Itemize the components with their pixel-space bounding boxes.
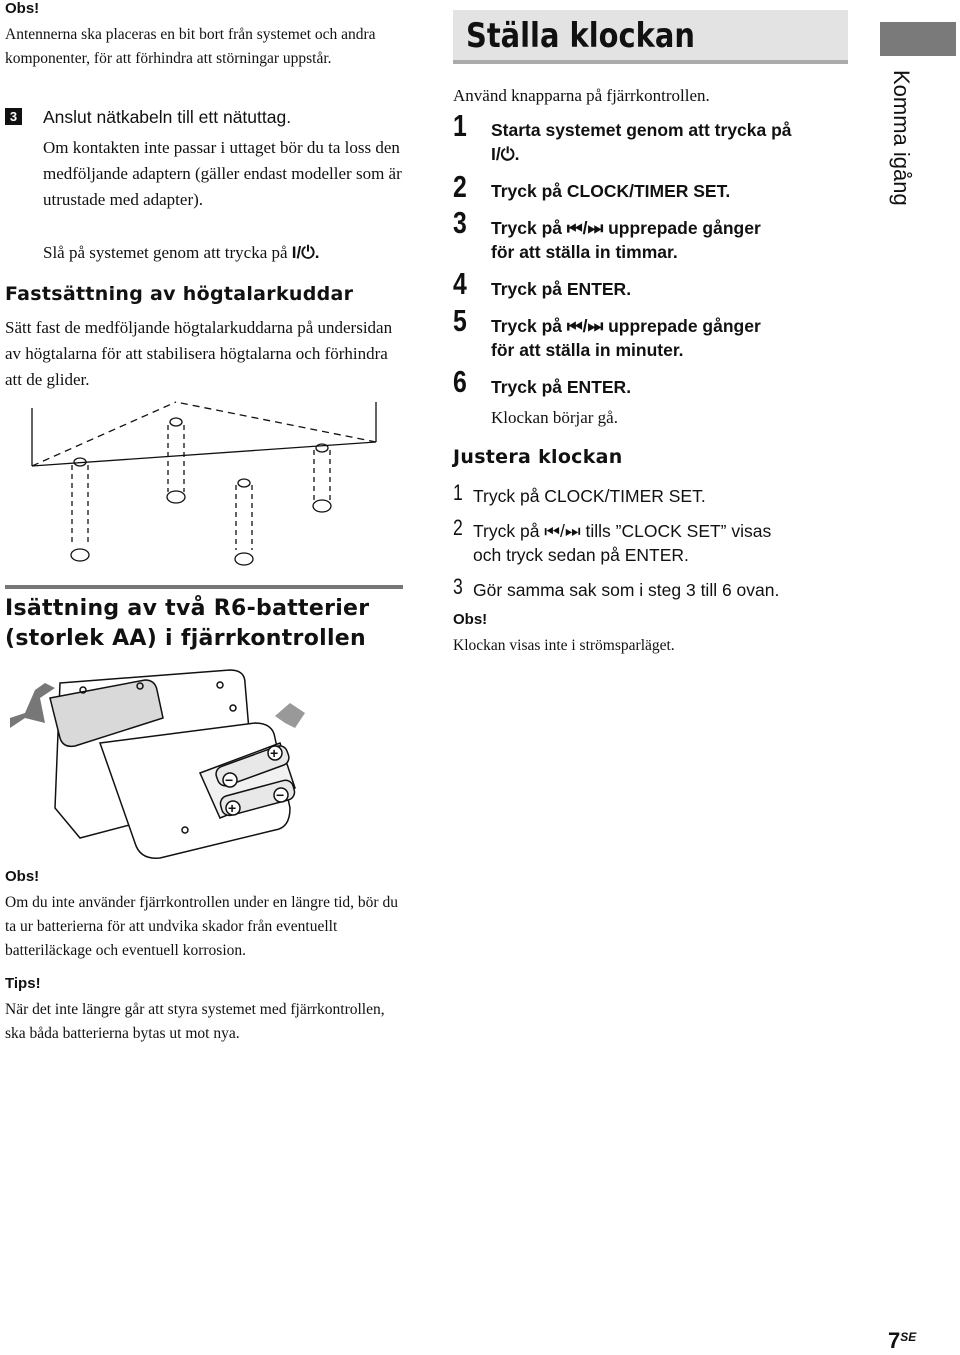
svg-text:−: −	[276, 787, 285, 803]
page-number: $7^{SE}$	[888, 1328, 917, 1353]
step-text: Tryck på CLOCK/TIMER SET.	[491, 181, 731, 201]
note-label: Obs!	[453, 611, 488, 628]
section-title-box	[453, 10, 848, 64]
step-number: 2	[453, 169, 467, 204]
remote-battery-illustration	[5, 668, 405, 863]
side-tab-label: Komma igång	[889, 70, 914, 206]
note-text: Om du inte använder fjärrkontrollen under en längre tid, bör du ta ur batterierna för att undvika skador från eventuellt batteriläckage och eventuell korrosion.	[5, 894, 398, 959]
feet-heading: Fastsättning av högtalarkuddar	[5, 283, 354, 305]
sub-step-number: 3	[453, 574, 463, 599]
step-number: 6	[453, 364, 467, 399]
page-title: Ställa klockan	[466, 16, 695, 56]
tips-text: När det inte längre går att styra systemet med fjärrkontrollen, ska båda batterierna bytas ut mot nya.	[5, 1001, 385, 1042]
note-label: Obs!	[5, 0, 40, 17]
intro-text: Använd knapparna på fjärrkontrollen.	[453, 86, 710, 105]
adjust-heading: Justera klockan	[453, 446, 623, 468]
side-tab-marker	[880, 22, 956, 56]
step-3-badge: 3	[5, 108, 22, 126]
step-number: 4	[453, 266, 467, 301]
svg-text:+: +	[228, 800, 237, 816]
sub-step-text: Gör samma sak som i steg 3 till 6 ovan.	[473, 580, 780, 600]
step-text: Tryck på ⏮/⏭ upprepade gånger för att ställa in timmar.	[491, 218, 761, 262]
tips-label: Tips!	[5, 975, 41, 992]
step-number: 3	[453, 205, 467, 240]
sub-step-number: 2	[453, 515, 463, 540]
sub-step-number: 1	[453, 480, 463, 505]
note-text: Antennerna ska placeras en bit bort från systemet och andra komponenter, för att förhindra att störningar uppstår.	[5, 26, 376, 67]
svg-text:−: −	[225, 772, 234, 788]
step-number: 5	[453, 303, 467, 338]
svg-text:+: +	[270, 745, 279, 761]
power-icon: I/⏻.	[291, 243, 320, 262]
step-text: Tryck på ⏮/⏭ upprepade gånger för att ställa in minuter.	[491, 316, 761, 360]
step-3-heading: Anslut nätkabeln till ett nätuttag.	[43, 107, 292, 127]
step-result: Klockan börjar gå.	[491, 408, 618, 427]
step-text: Tryck på ENTER.	[491, 377, 632, 397]
step-text: Tryck på ENTER.	[491, 279, 632, 299]
step-text: Starta systemet genom att trycka på I/⏻.	[491, 120, 792, 164]
note-text: Klockan visas inte i strömsparläget.	[453, 637, 675, 654]
batteries-heading: Isättning av två R6-batterier (storlek AA) i fjärrkontrollen	[5, 596, 370, 651]
sub-step-text: Tryck på ⏮/⏭ tills ”CLOCK SET” visas och tryck sedan på ENTER.	[473, 521, 772, 565]
feet-text: Sätt fast de medföljande högtalarkuddarna på undersidan av högtalarna för att stabilisera högtalarna och förhindra att de glider.	[5, 318, 393, 389]
step-3-paragraph: Om kontakten inte passar i uttaget bör du ta loss den medföljande adaptern (gäller endast modeller som är utrustade med adapter).	[43, 138, 402, 209]
power-instruction: Slå på systemet genom att trycka på I/⏻.	[43, 243, 320, 262]
sub-step-text: Tryck på CLOCK/TIMER SET.	[473, 486, 706, 506]
section-divider	[5, 585, 403, 589]
note-label: Obs!	[5, 868, 40, 885]
speaker-pads-illustration	[20, 400, 390, 570]
step-number: 1	[453, 108, 467, 143]
